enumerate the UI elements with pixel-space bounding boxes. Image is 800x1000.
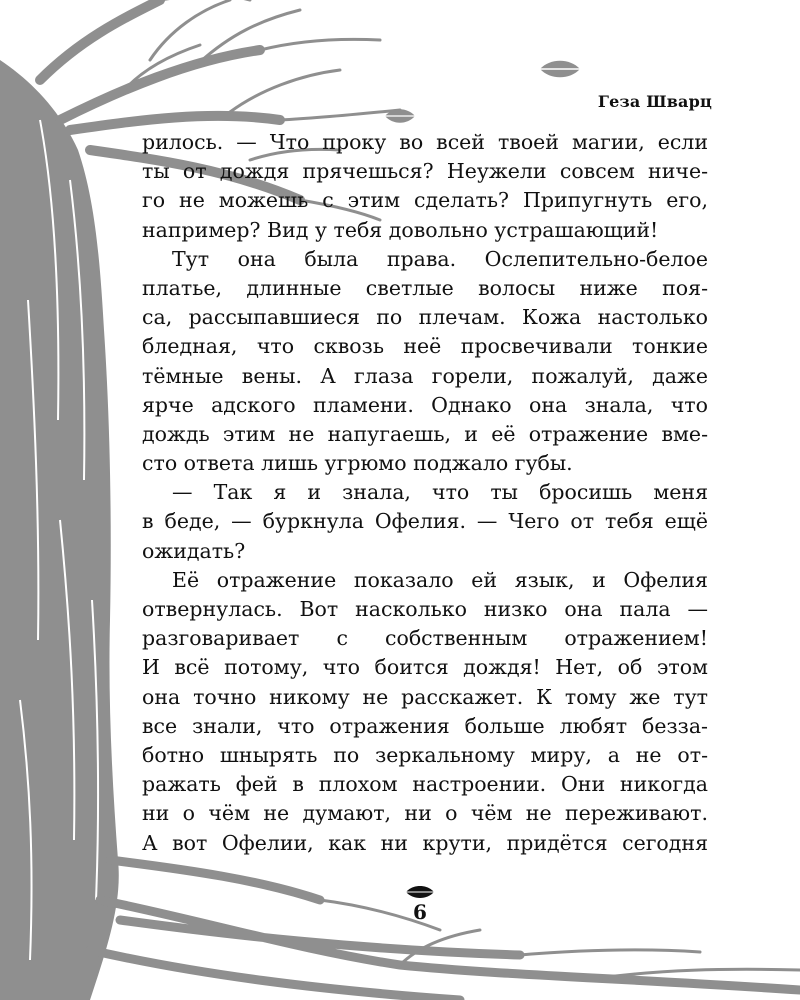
page-number: 6 bbox=[413, 900, 427, 924]
text-line: ты от дождя прячешься? Неужели совсем ниче- bbox=[142, 159, 708, 184]
text-line: рилось. — Что проку во всей твоей магии, если bbox=[142, 130, 708, 154]
text-line: сто ответа лишь угрюмо поджало губы. bbox=[142, 451, 573, 476]
text-line: отвернулась. Вот насколько низко она пала — bbox=[142, 597, 708, 621]
text-line: И всё потому, что боится дождя! Нет, об этом bbox=[142, 655, 708, 680]
text-line: тёмные вены. А глаза горели, пожалуй, даже bbox=[142, 363, 708, 388]
text-line: дождь этим не напугаешь, и её отражение вме- bbox=[142, 421, 708, 446]
text-line: А вот Офелии, как ни крути, придётся сегодня bbox=[142, 830, 708, 855]
text-line: бледная, что сквозь неё просвечивали тонкие bbox=[142, 334, 708, 359]
text-line: са, рассыпавшиеся по плечам. Кожа настолько bbox=[142, 305, 708, 330]
body-text bbox=[142, 128, 708, 858]
text-line: платье, длинные светлые волосы ниже поя- bbox=[142, 275, 708, 300]
text-line: Тут она была права. Ослепительно-белое bbox=[172, 246, 708, 271]
text-line: ожидать? bbox=[142, 538, 246, 563]
leaf-icon bbox=[383, 107, 417, 125]
text-line: го не можешь с этим сделать? Припугнуть его, bbox=[142, 188, 708, 213]
tree-roots bbox=[90, 860, 800, 1000]
text-line: — Так я и знала, что ты бросишь меня bbox=[172, 480, 708, 505]
leaf-ornament-icon bbox=[404, 884, 436, 900]
text-line: разговаривает с собственным отражением! bbox=[142, 626, 708, 651]
text-line: в беде, — буркнула Офелия. — Чего от тебя ещё bbox=[142, 509, 708, 534]
text-line: например? Вид у тебя довольно устрашающий! bbox=[142, 217, 659, 242]
text-line: все знали, что отражения больше любят безза- bbox=[142, 713, 708, 738]
text-line: ярче адского пламени. Однако она знала, что bbox=[142, 392, 708, 417]
running-header-author: Геза Шварц bbox=[597, 92, 712, 111]
tree-trunk bbox=[0, 60, 119, 1000]
text-line: ражать фей в плохом настроении. Они никогда bbox=[142, 772, 708, 797]
text-line: она точно никому не расскажет. К тому же тут bbox=[142, 684, 708, 709]
leaf-icon bbox=[538, 58, 582, 80]
text-line: ботно шнырять по зеркальному миру, а не от- bbox=[142, 742, 708, 767]
text-line: Её отражение показало ей язык, и Офелия bbox=[172, 567, 708, 592]
text-line: ни о чём не думают, ни о чём не переживают. bbox=[142, 801, 708, 826]
